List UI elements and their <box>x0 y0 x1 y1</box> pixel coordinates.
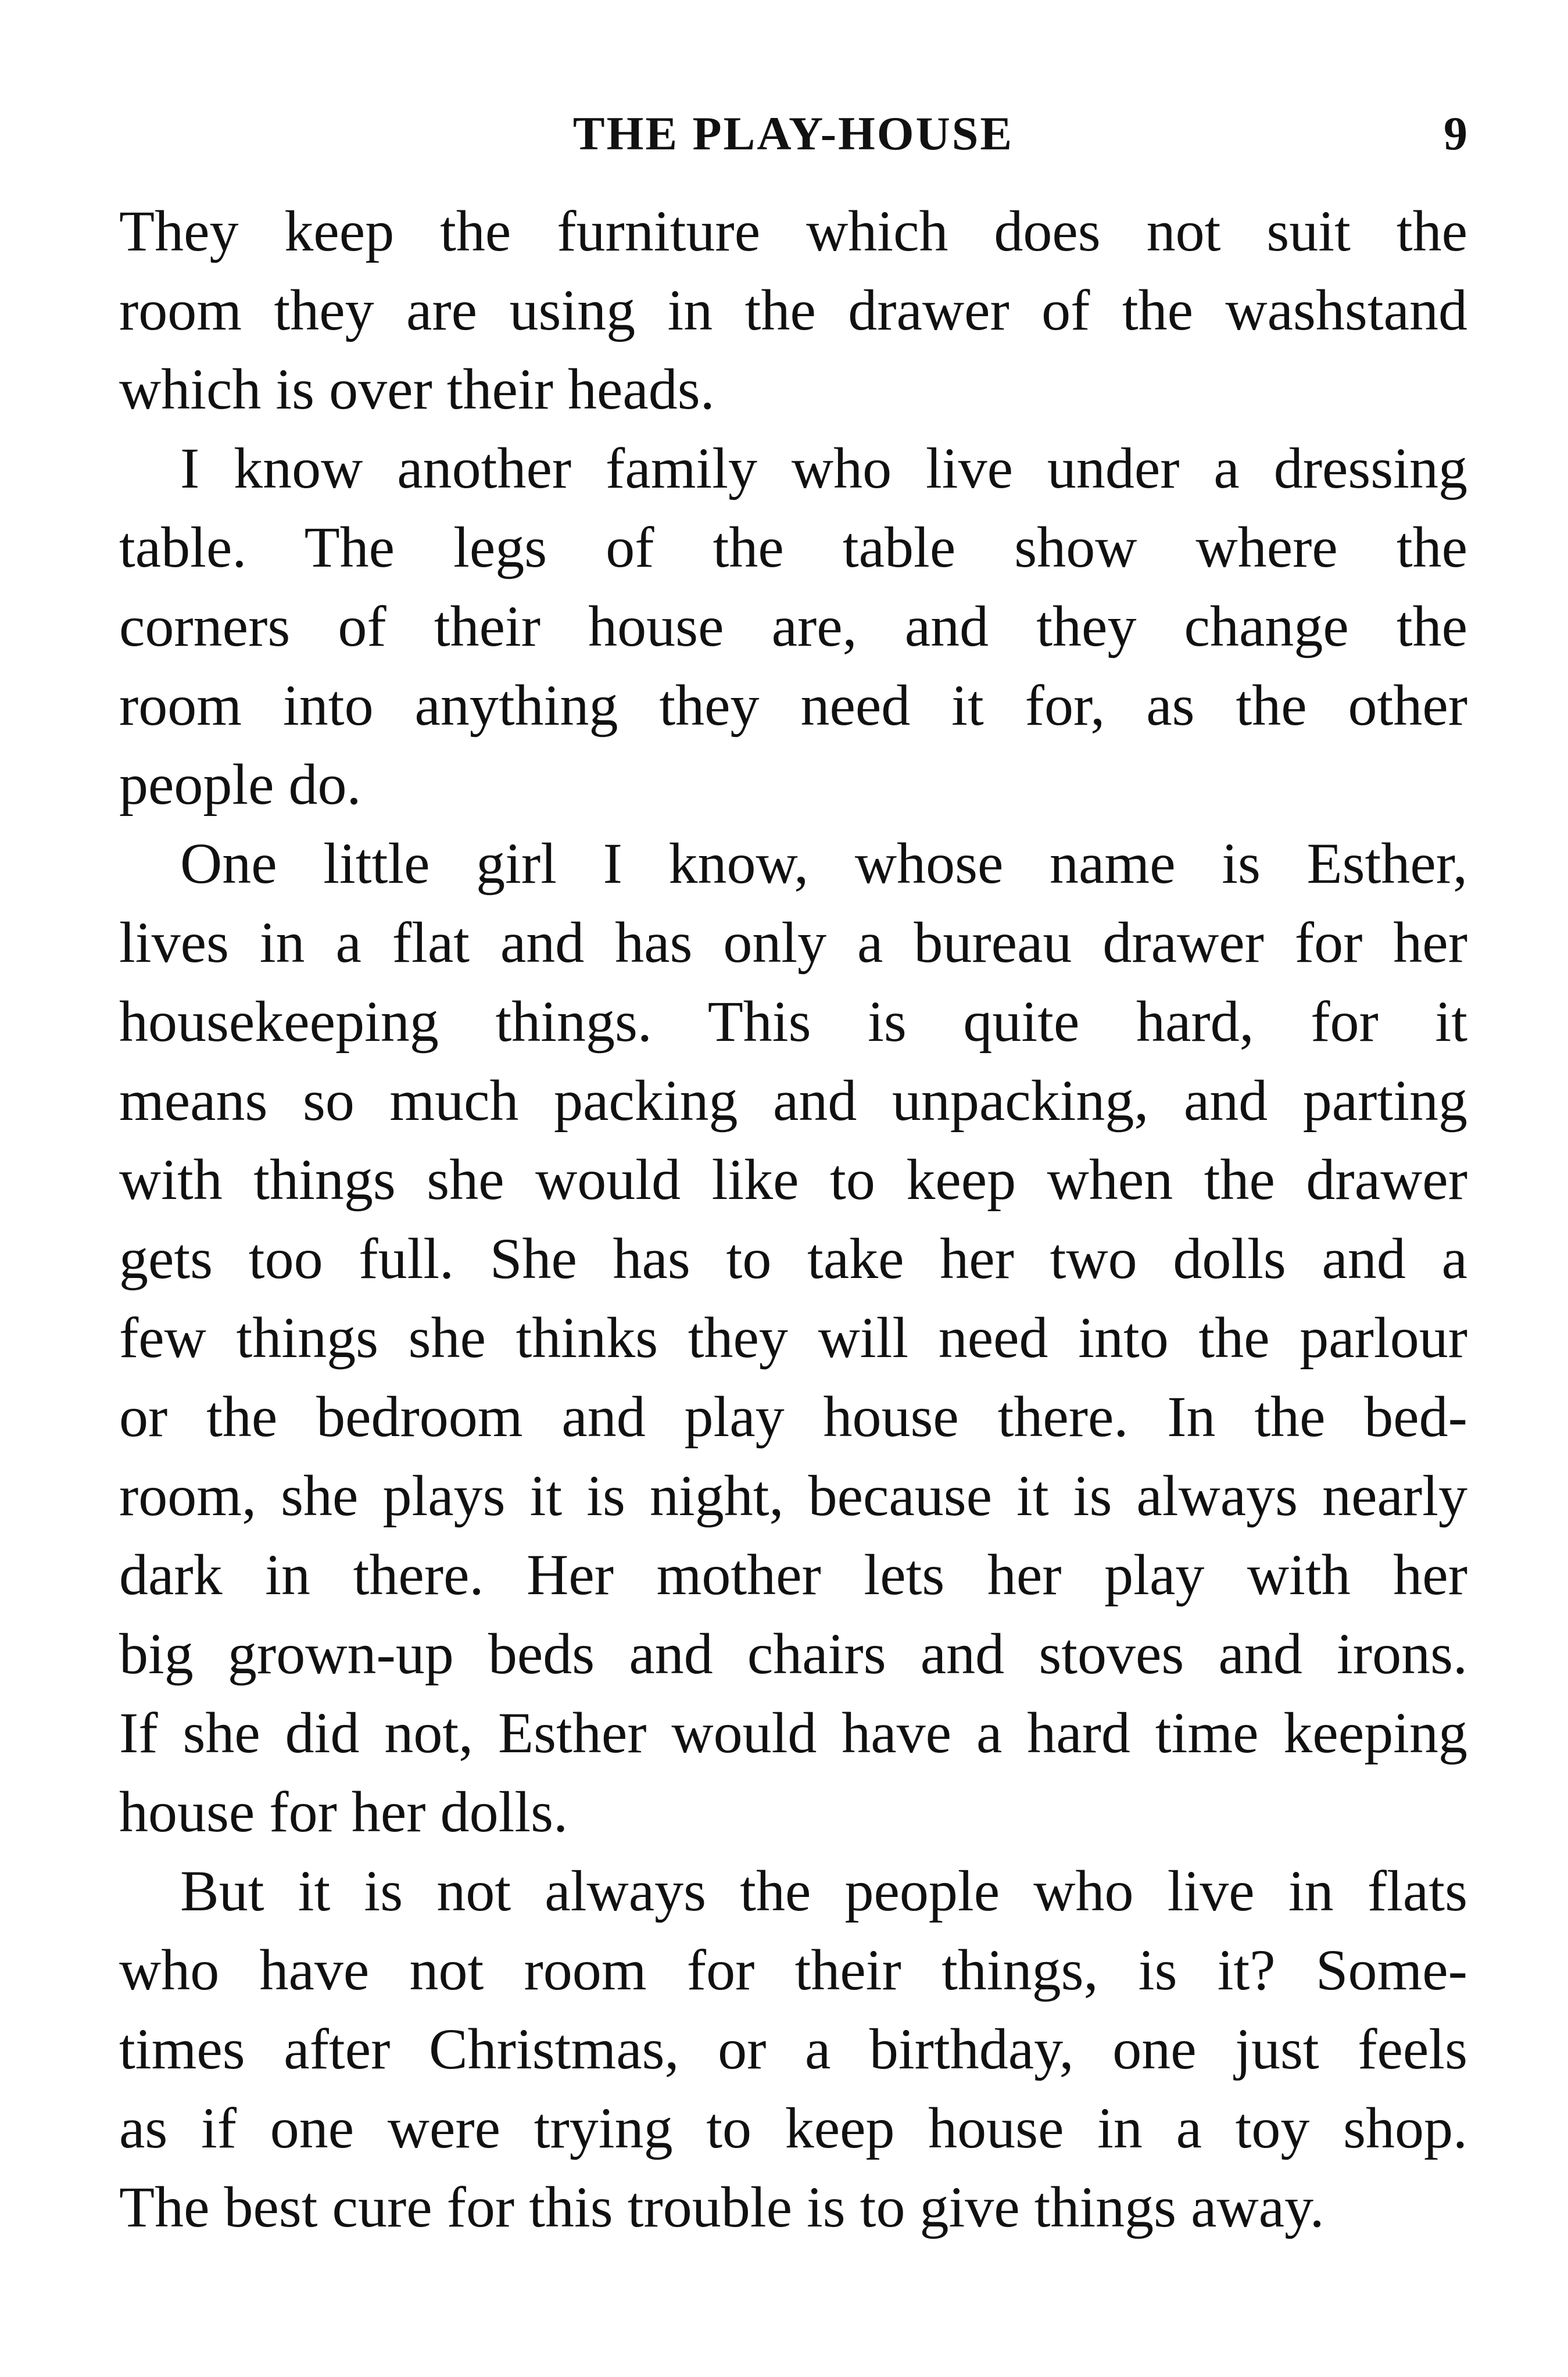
text-line: room, she plays it is night, because it is always nearly <box>119 1463 1467 1528</box>
body-text <box>119 192 1467 2247</box>
text-line: gets too full. She has to take her two dolls and a <box>119 1226 1467 1291</box>
text-line: table. The legs of the table show where the <box>119 515 1467 579</box>
text-line: few things she thinks they will need into the parlour <box>119 1305 1467 1370</box>
page-number: 9 <box>1444 107 1467 160</box>
text-line: or the bedroom and play house there. In the bed- <box>119 1384 1467 1449</box>
text-line: housekeeping things. This is quite hard, for it <box>119 989 1467 1054</box>
text-line: times after Christmas, or a birthday, one just feels <box>119 2017 1467 2081</box>
text-line: who have not room for their things, is it? Some- <box>119 1938 1467 2002</box>
text-line: One little girl I know, whose name is Esther, <box>180 831 1467 896</box>
text-line: big grown-up beds and chairs and stoves and irons. <box>119 1621 1467 1686</box>
text-line: house for her dolls. <box>119 1780 568 1844</box>
text-line: But it is not always the people who live in flats <box>180 1859 1467 1923</box>
text-line: They keep the furniture which does not suit the <box>119 199 1467 263</box>
text-line: as if one were trying to keep house in a toy shop. <box>119 2096 1467 2160</box>
text-line: I know another family who live under a dressing <box>180 436 1467 500</box>
text-line: means so much packing and unpacking, and parting <box>119 1068 1467 1133</box>
text-line: with things she would like to keep when the drawer <box>119 1147 1467 1212</box>
text-line: room into anything they need it for, as the other <box>119 673 1467 738</box>
text-line: lives in a flat and has only a bureau drawer for her <box>119 910 1467 975</box>
text-line: room they are using in the drawer of the washstand <box>119 278 1467 342</box>
text-line: The best cure for this trouble is to give things away. <box>119 2175 1324 2239</box>
text-line: corners of their house are, and they change the <box>119 594 1467 658</box>
text-line: which is over their heads. <box>119 357 715 421</box>
text-line: people do. <box>119 752 361 817</box>
running-head <box>119 102 1467 166</box>
text-line: If she did not, Esther would have a hard time keeping <box>119 1701 1467 1765</box>
text-line: dark in there. Her mother lets her play with her <box>119 1542 1467 1607</box>
running-title: THE PLAY-HOUSE <box>572 107 1014 160</box>
